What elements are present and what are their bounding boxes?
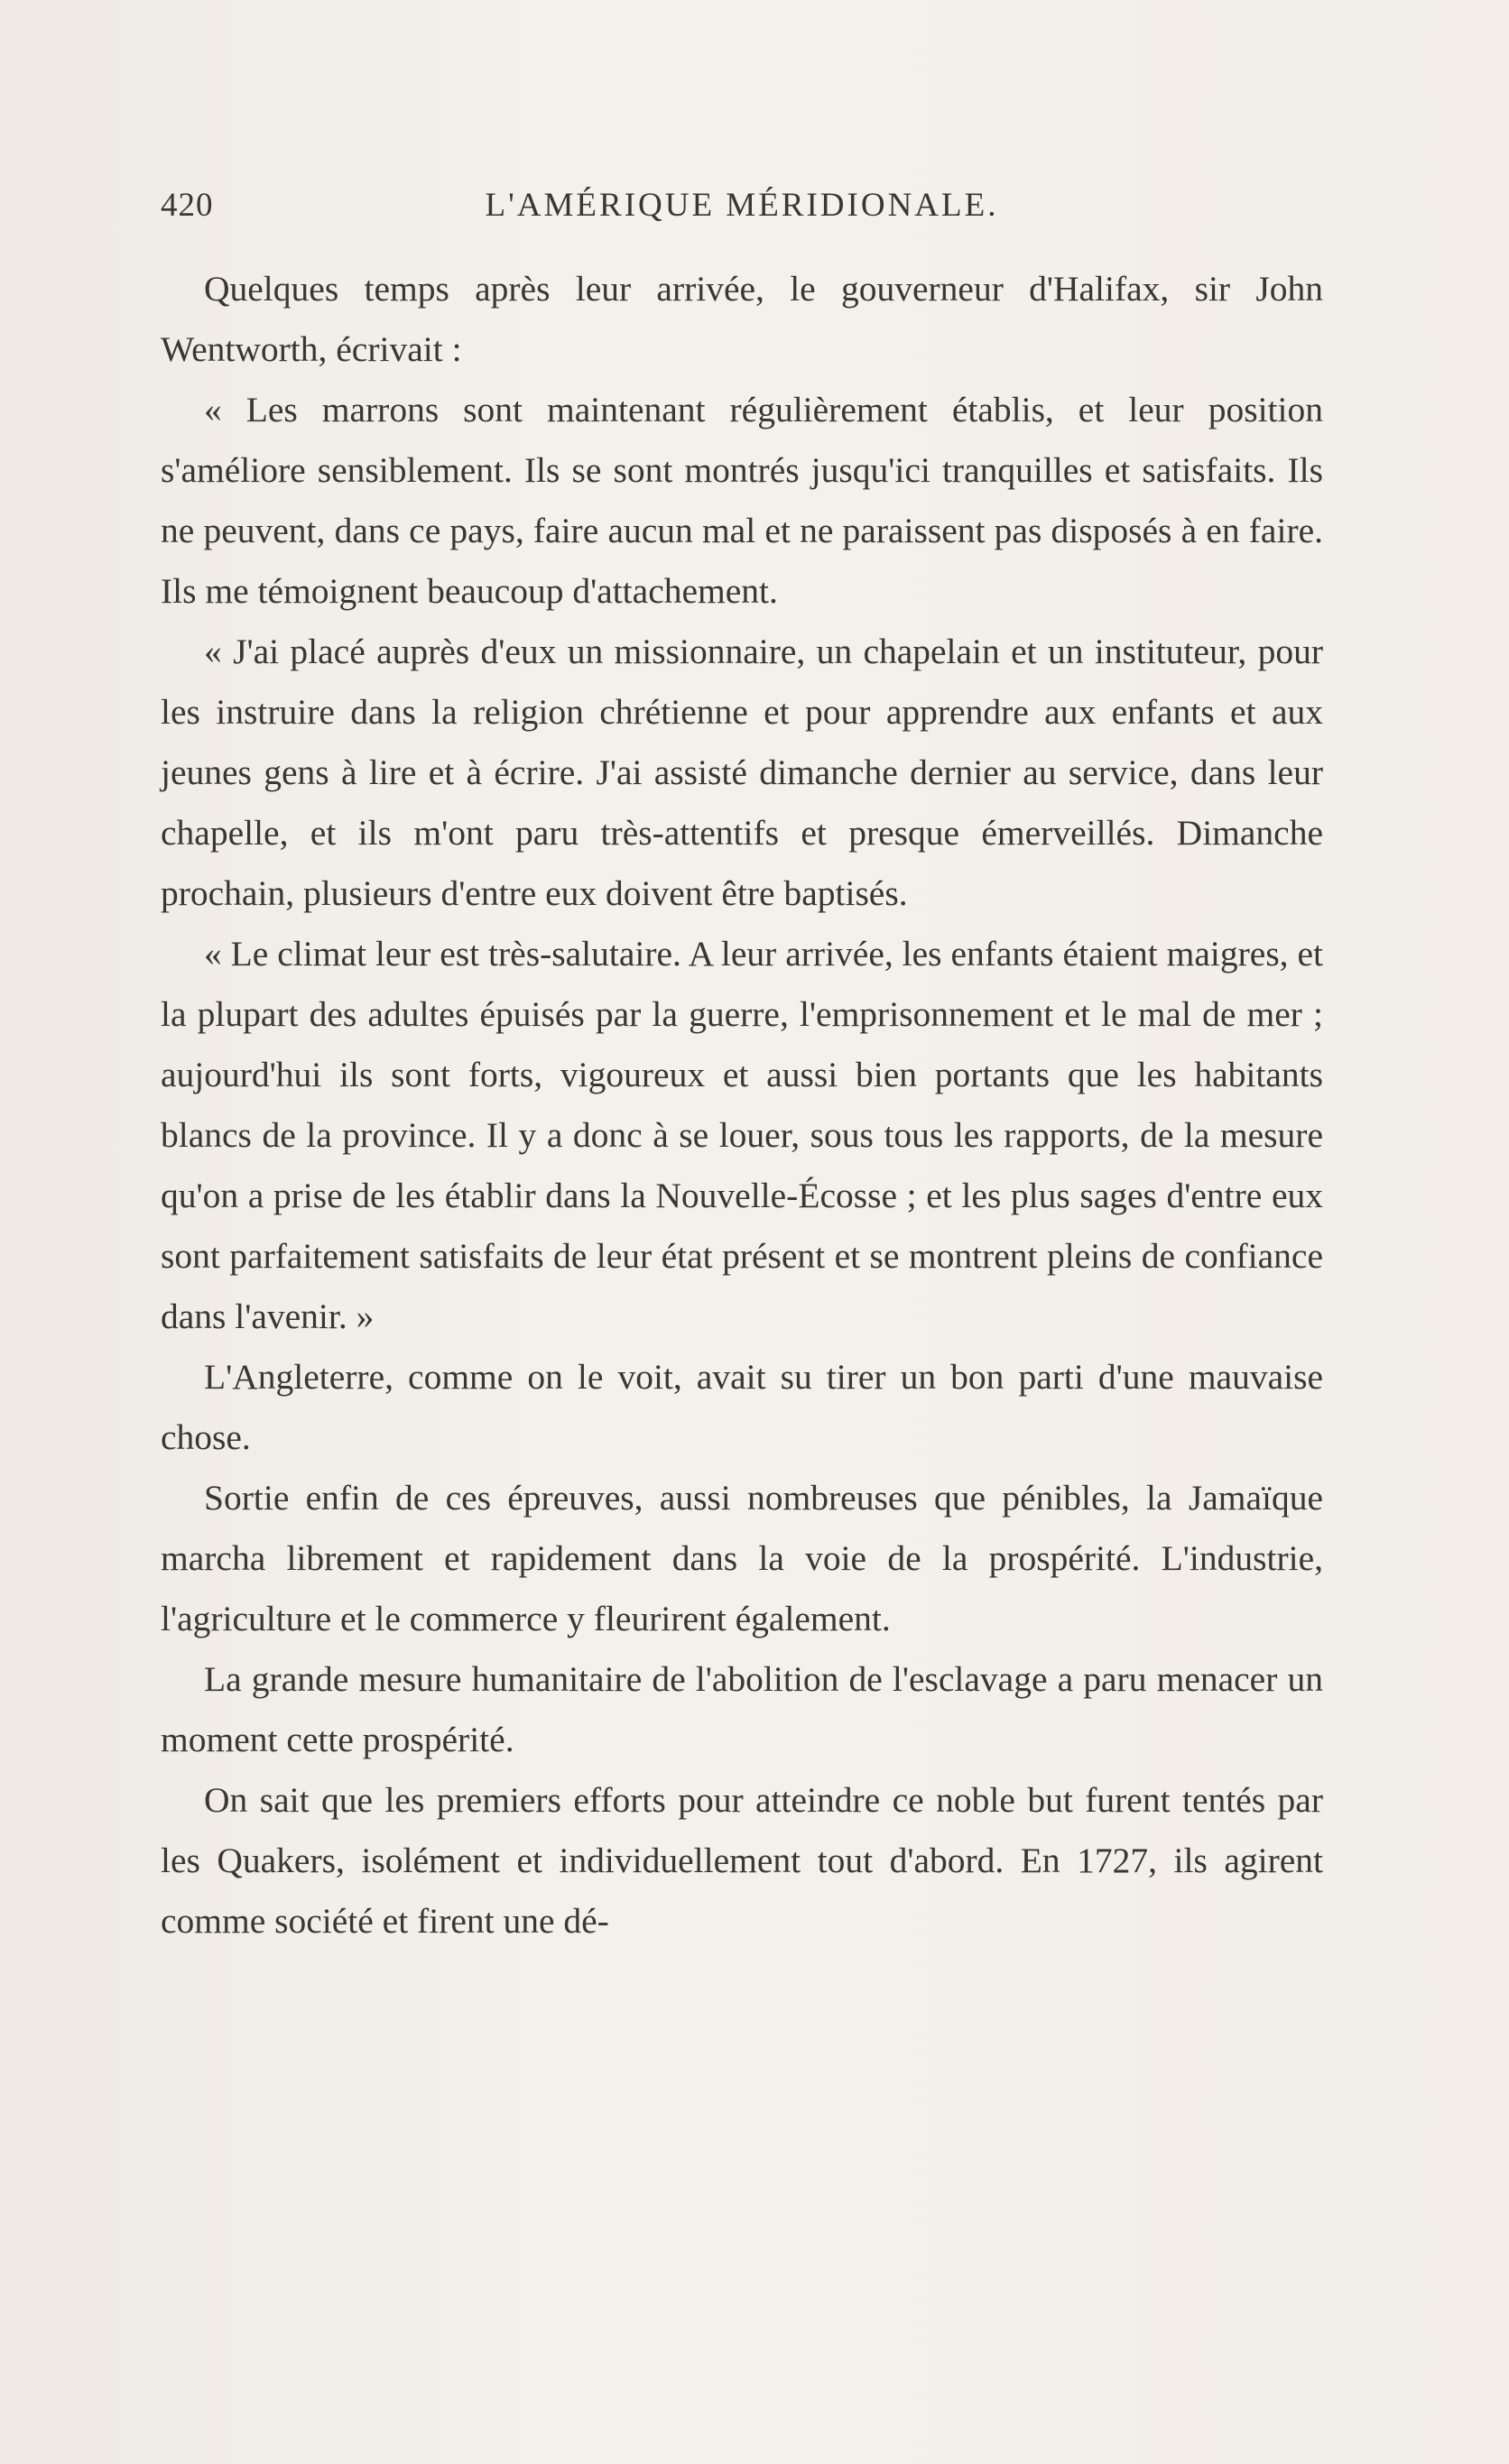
body-text: [161, 259, 1323, 1952]
paragraph: Sortie enfin de ces épreuves, aussi nombreuses que pénibles, la Jamaïque marcha librement et rapidement dans la voie de la prospérité. L'industrie, l'agriculture et le commerce y fleurirent également.: [161, 1478, 1323, 1638]
paragraph: « Le climat leur est très-salutaire. A leur arrivée, les enfants étaient maigres, et la plupart des adultes épuisés par la guerre, l'emprisonnement et le mal de mer ; aujourd'hui ils sont forts, vigoureux et aussi bien portants que les habitants blancs de la province. Il y a donc à se louer, sous tous les rapports, de la mesure qu'on a prise de les établir dans la Nouvelle-Écosse ; et les plus sages d'entre eux sont parfaitement satisfaits de leur état présent et se montrent pleins de confiance dans l'avenir. »: [161, 934, 1323, 1336]
paragraph: On sait que les premiers efforts pour atteindre ce noble but furent tentés par les Quakers, isolément et individuellement tout d'abord. En 1727, ils agirent comme société et firent une dé-: [161, 1780, 1323, 1941]
running-title: L'AMÉRIQUE MÉRIDIONALE.: [485, 187, 999, 224]
paragraph: Quelques temps après leur arrivée, le gouverneur d'Halifax, sir John Wentworth, écrivait :: [161, 269, 1323, 369]
running-head: [161, 186, 1323, 222]
paragraph: La grande mesure humanitaire de l'abolition de l'esclavage a paru menacer un moment cette prospérité.: [161, 1659, 1323, 1759]
paragraph: « J'ai placé auprès d'eux un missionnaire, un chapelain et un instituteur, pour les instruire dans la religion chrétienne et pour apprendre aux enfants et aux jeunes gens à lire et à écrire. J'ai assisté dimanche dernier au service, dans leur chapelle, et ils m'ont paru très-attentifs et presque émerveillés. Dimanche prochain, plusieurs d'entre eux doivent être baptisés.: [161, 632, 1323, 913]
page-number: 420: [161, 187, 214, 224]
paragraph: L'Angleterre, comme on le voit, avait su tirer un bon parti d'une mauvaise chose.: [161, 1357, 1323, 1457]
paragraph: « Les marrons sont maintenant régulièrement établis, et leur position s'améliore sensiblement. Ils se sont montrés jusqu'ici tranquilles et satisfaits. Ils ne peuvent, dans ce pays, faire aucun mal et ne paraissent pas disposés à en faire. Ils me témoignent beaucoup d'attachement.: [161, 390, 1323, 611]
